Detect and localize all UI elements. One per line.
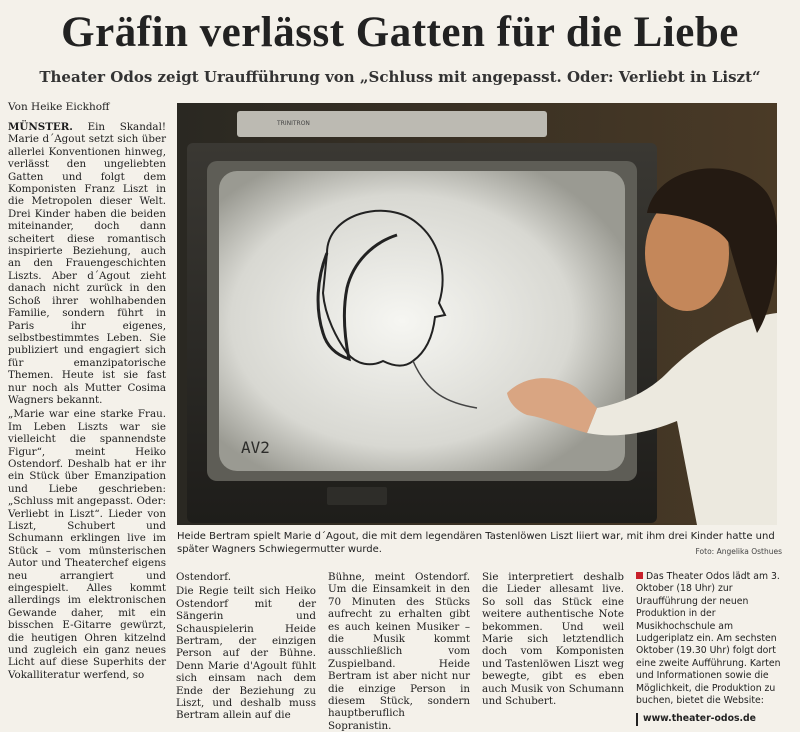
article-column-3 (328, 571, 470, 732)
tv-screen-label: AV2 (241, 438, 270, 457)
article-column-1 (8, 121, 166, 681)
photo-caption: Heide Bertram spielt Marie d´Agout, die mit dem legendären Tastenlöwen Liszt liiert war, mit ihm drei Kinder hatte und später Wagners Schwiegermutter wurde. (177, 531, 775, 555)
article-photo (177, 103, 777, 525)
article-paragraph: Ostendorf. (176, 571, 232, 583)
article-paragraph: „Marie war eine starke Frau. Im Leben Liszts war sie vielleicht die spannendste Figur“, meint Heiko Ostendorf. Deshalb hat er ihr ein Stück über Emanzipation und Liebe geschrieben: „Schluss mit angepasst. Oder: Verliebt in Liszt“. Lieder von Liszt, Schubert und Schumann erklingen live im Stück – vom münsterischen Autor und Theaterchef eigens neu arrangiert und eingespielt. Alles kommt allerdings im elektronischen Gewande daher, mit ein bisschen E-Gitarre gewürzt, die heutigen Ohren kitzelnd und zugleich ein ganz neues Licht auf diese Superhits der Vokalliteratur werfend, so (8, 408, 166, 681)
photo-illustration (177, 103, 777, 525)
tv-control-panel (327, 487, 387, 505)
article-paragraph (8, 121, 166, 406)
paragraph-text: Ein Skandal! Marie d´Agout setzt sich über allerlei Konventionen hinweg, verlässt den ungeliebten Gatten und folgt dem Komponisten Franz Liszt in die Metropolen dieser Welt. Drei Kinder haben die beiden miteinander, doch dann scheitert diese romantisch inspirierte Beziehung, auch an den Frauengeschichten Liszts. Aber d´Agout zieht danach nicht zurück in den Schoß ihrer wohlhabenden Familie, sondern führt in Paris ihr eigenes, selbstbestimmtes Leben. Sie publiziert und engagiert sich für emanzipatorische Themen. Heute ist sie fast nur noch als Mutter Cosima Wagners bekannt. (8, 121, 166, 406)
article-column-4 (482, 571, 624, 707)
article-paragraph: Die Regie teilt sich Heiko Ostendorf mit der Sängerin und Schauspielerin Heide Bertram, der einzigen Person auf der Bühne. Denn Marie d'Agoult fühlt sich einsam nach dem Ende der Beziehung zu Liszt, und deshalb muss Bertram allein auf die (176, 585, 316, 722)
tv-brand: TRINITRON (277, 120, 310, 127)
article-paragraph: Bühne, meint Ostendorf. Um die Einsamkeit in den 70 Minuten des Stücks aufrecht zu erhalten gibt es auch keinen Musiker – die Musik kommt ausschließlich vom Zuspielband. Heide Bertram ist aber nicht nur die einzige Person in diesem Stück, sondern hauptberuflich Sopranistin. (328, 571, 470, 732)
article-subheadline: Theater Odos zeigt Uraufführung von „Schluss mit angepasst. Oder: Verliebt in Liszt“ (39, 68, 761, 86)
infobox-text: Das Theater Odos lädt am 3. Oktober (18 Uhr) zur Uraufführung der neuen Produktion in der Musikhochschule am Ludgeriplatz ein. Am sechsten Oktober (19.30 Uhr) folgt dort eine zweite Aufführung. Karten und Informationen sowie die Möglichkeit, die Produktion zu buchen, bietet die Website: (636, 571, 781, 707)
photo-credit: Foto: Angelika Osthues (695, 547, 782, 556)
website-link[interactable]: www.theater-odos.de (636, 713, 756, 725)
article-byline: Von Heike Eickhoff (8, 101, 110, 113)
article-headline: Gräfin verlässt Gatten für die Liebe (61, 9, 739, 56)
dateline: MÜNSTER. (8, 121, 73, 133)
tv-screen (219, 171, 625, 471)
article-column-2 (176, 571, 316, 722)
red-square-marker-icon (636, 572, 643, 579)
article-paragraph: Sie interpretiert deshalb die Lieder allesamt live. So soll das Stück eine weitere authentische Note bekommen. Und weil Marie sich letztendlich doch vom Komponisten und Tastenlöwen Liszt weg bewegte, gibt es eben auch Musik von Schumann und Schubert. (482, 571, 624, 708)
event-infobox (636, 571, 792, 726)
